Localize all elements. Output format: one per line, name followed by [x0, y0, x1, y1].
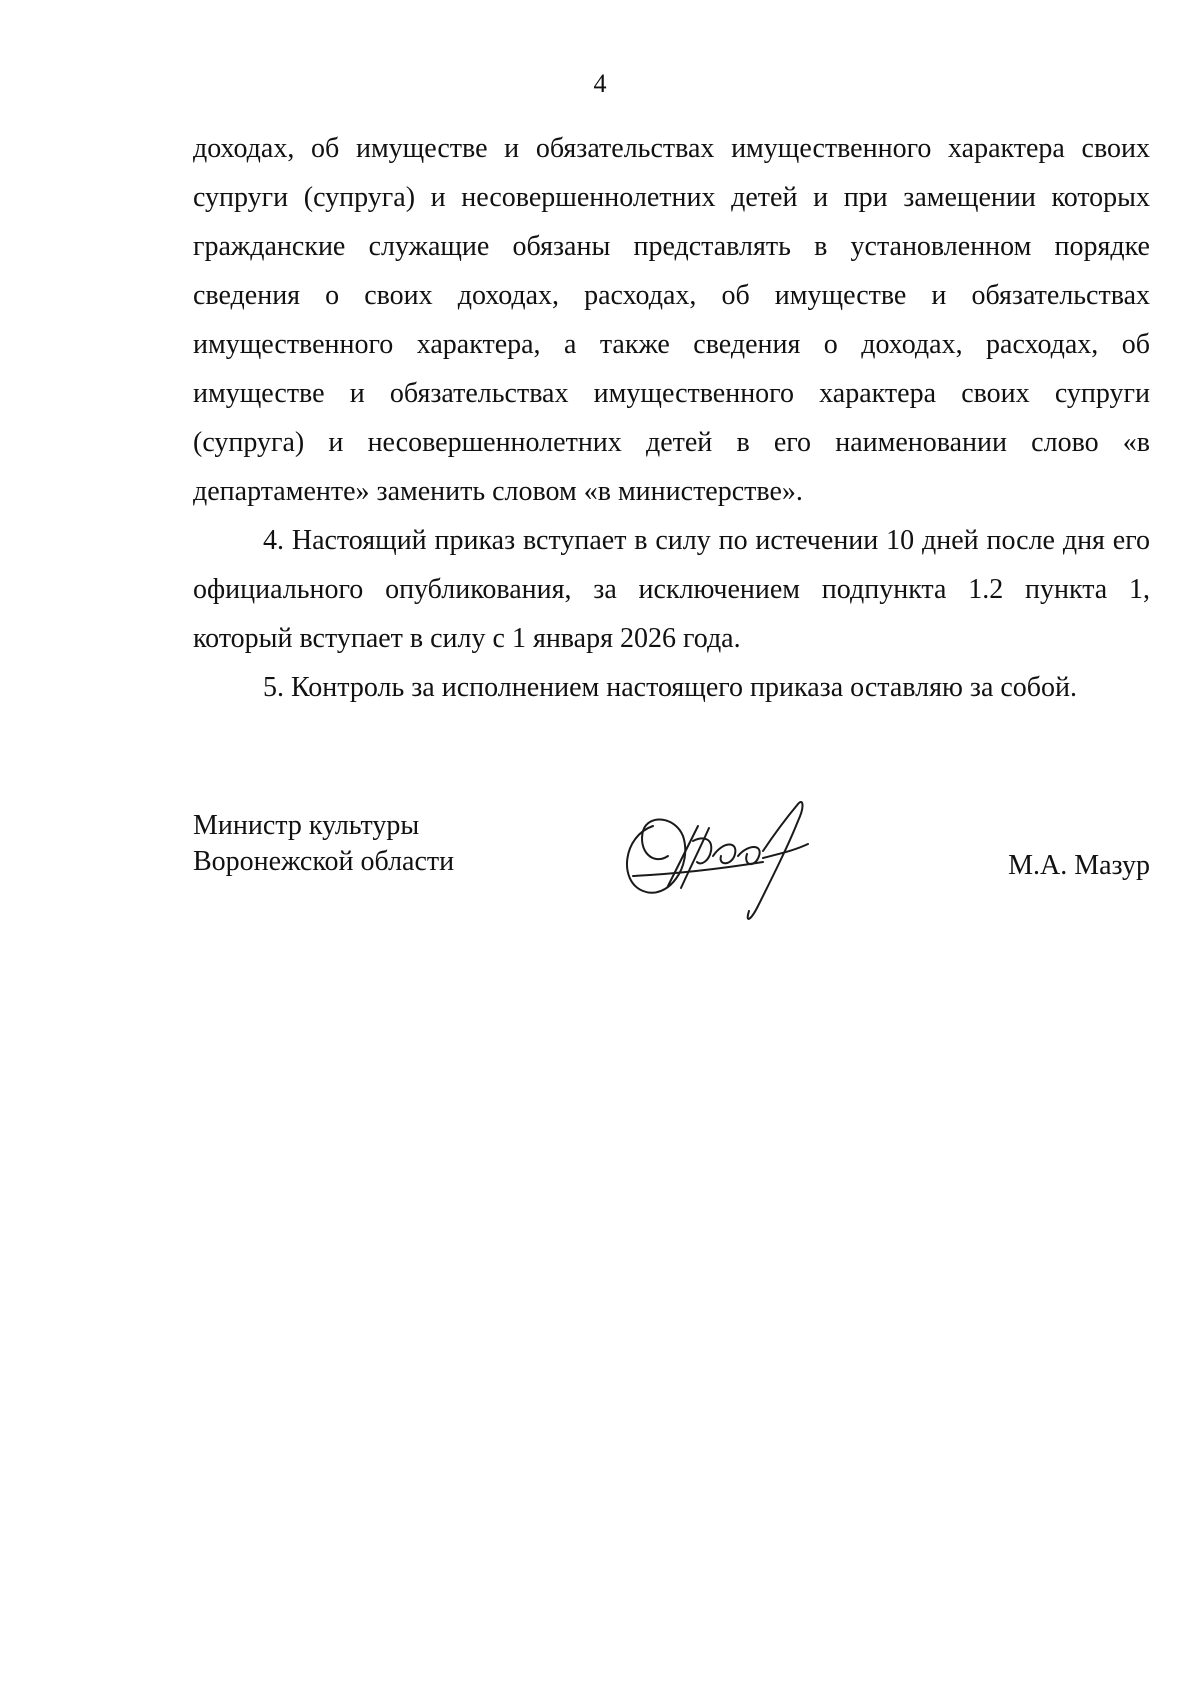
page-number: 4 [593, 69, 607, 98]
signer-name: М.А. Мазур [1008, 850, 1150, 881]
signature-block [193, 808, 1150, 948]
signer-title-line1: Министр культуры [193, 810, 420, 841]
handwritten-signature [613, 796, 833, 931]
signer-title-line2: Воронежской области [193, 846, 455, 877]
document-body [193, 124, 1150, 712]
paragraph-item-5: 5. Контроль за исполнением настоящего приказа оставляю за собой. [263, 672, 1078, 703]
paragraph-item-4: 4. Настоящий приказ вступает в силу по истечении 10 дней после дня его официального опубликования, за исключением подпункта 1.2 пункта 1, который вступает в силу с 1 января 2026 года. [193, 525, 1150, 654]
signer-title [193, 808, 454, 880]
paragraph-continuation: доходах, об имуществе и обязательствах имущественного характера своих супруги (супруга) и несовершеннолетних детей и при замещении которых гражданские служащие обязаны представлять в установленном порядке сведения о своих доходах, расходах, об имуществе и обязательствах имущественного характера, а также сведения о доходах, расходах, об имуществе и обязательствах имущественного характера своих супруги (супруга) и несовершеннолетних детей в его наименовании слово «в департаменте» заменить словом «в министерстве». [193, 133, 1150, 507]
